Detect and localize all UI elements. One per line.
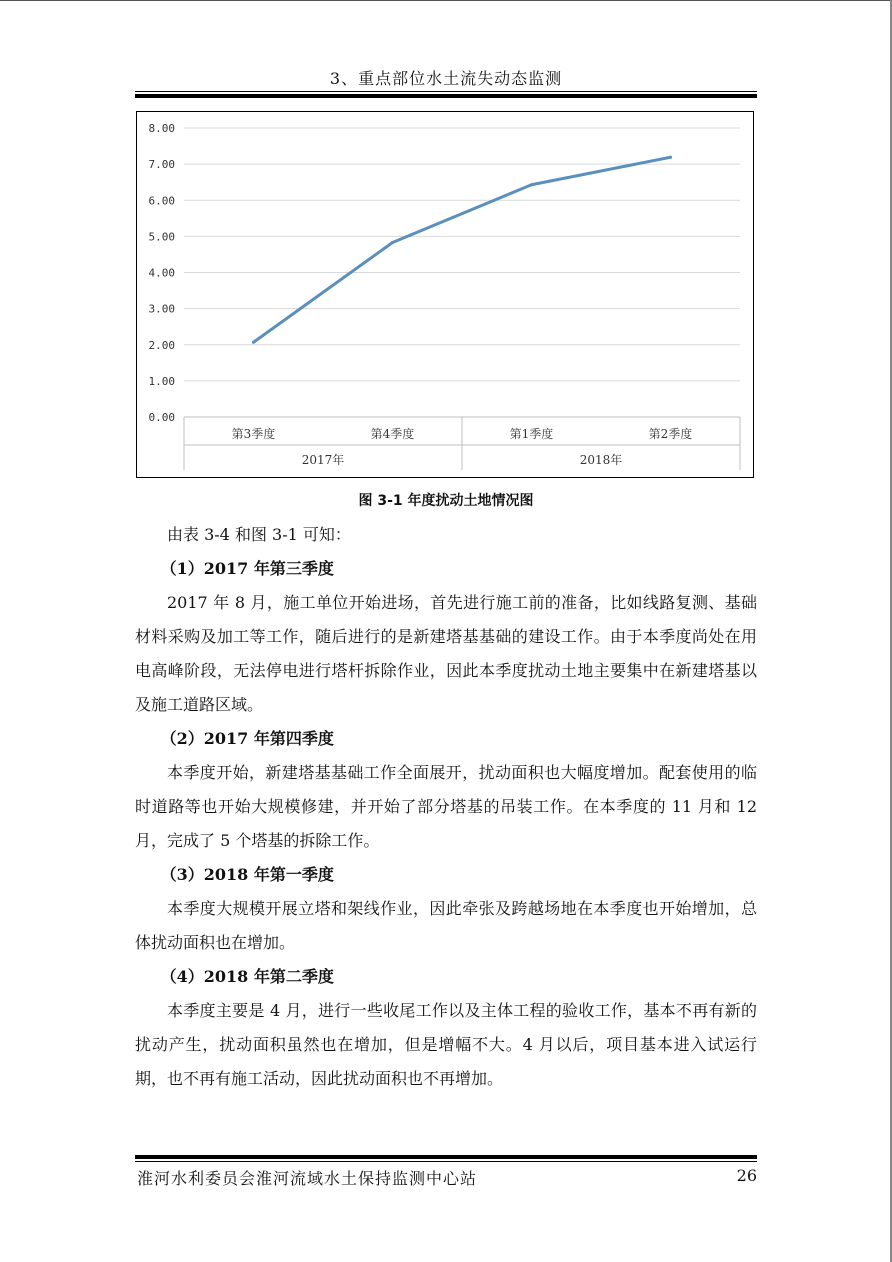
chart-canvas — [137, 112, 753, 477]
section-heading: （3）2018 年第一季度 — [160, 865, 334, 884]
y-tick-label: 1.00 — [148, 374, 175, 388]
x-tick-label: 第4季度 — [370, 427, 415, 441]
section-paragraph: 本季度大规模开展立塔和架线作业，因此牵张及跨越场地在本季度也开始增加，总体扰动面积也在增加。 — [135, 899, 757, 952]
data-point — [669, 156, 672, 159]
section-paragraph: 2017 年 8 月，施工单位开始进场，首先进行施工前的准备，比如线路复测、基础材料采购及加工等工作，随后进行的是新建塔基基础的建设工作。由于本季度尚处在用电高峰阶段，无法停电进行塔杆拆除作业，因此本季度扰动土地主要集中在新建塔基以及施工道路区域。 — [135, 593, 757, 714]
x-tick-label: 第1季度 — [509, 427, 554, 441]
page-top-border — [0, 0, 890, 1]
series-line — [254, 157, 671, 342]
data-point — [391, 241, 394, 244]
y-tick-label: 5.00 — [148, 230, 175, 244]
y-tick-label: 4.00 — [148, 266, 175, 280]
footer-rule-thick — [135, 1155, 757, 1159]
y-tick-label: 3.00 — [148, 302, 175, 316]
x-group-label: 2017年 — [301, 453, 345, 467]
x-tick-label: 第2季度 — [648, 427, 693, 441]
section-heading: （2）2017 年第四季度 — [160, 729, 334, 748]
section-paragraph: 本季度主要是 4 月，进行一些收尾工作以及主体工程的验收工作，基本不再有新的扰动产生，扰动面积虽然也在增加，但是增幅不大。4 月以后，项目基本进入试运行期，也不再有施工活动，因此扰动面积也不再增加。 — [135, 1001, 757, 1088]
running-header: 3、重点部位水土流失动态监测 — [329, 69, 563, 88]
y-tick-label: 2.00 — [148, 338, 175, 352]
y-axis-ticks — [149, 122, 176, 424]
x-group-label: 2018年 — [579, 453, 623, 467]
header-rule-thick — [135, 94, 757, 98]
y-tick-label: 7.00 — [148, 158, 175, 172]
x-axis — [184, 417, 740, 470]
data-point — [252, 341, 255, 344]
chart-gridlines — [184, 128, 740, 417]
data-point — [530, 183, 533, 186]
chart-series — [252, 156, 672, 344]
body-text — [135, 518, 757, 1096]
page-number: 26 — [736, 1166, 757, 1185]
section-paragraph: 本季度开始，新建塔基基础工作全面展开，扰动面积也大幅度增加。配套使用的临时道路等也开始大规模修建，并开始了部分塔基的吊装工作。在本季度的 11 月和 12 月，完成了 5 个塔基的拆除工作。 — [135, 763, 757, 850]
figure-caption: 图 3-1 年度扰动土地情况图 — [358, 493, 534, 509]
section-heading: （4）2018 年第二季度 — [160, 967, 334, 986]
y-tick-label: 0.00 — [148, 411, 175, 424]
intro-line: 由表 3-4 和图 3-1 可知： — [167, 525, 351, 544]
y-tick-label: 6.00 — [148, 194, 175, 208]
y-tick-label: 8.00 — [148, 122, 175, 135]
footer-organization: 淮河水利委员会淮河流域水土保持监测中心站 — [137, 1169, 478, 1188]
footer-rule — [135, 1161, 757, 1162]
line-chart — [136, 111, 754, 478]
section-heading: （1）2017 年第三季度 — [160, 559, 334, 578]
x-tick-label: 第3季度 — [231, 427, 276, 441]
header-rule — [135, 91, 757, 92]
